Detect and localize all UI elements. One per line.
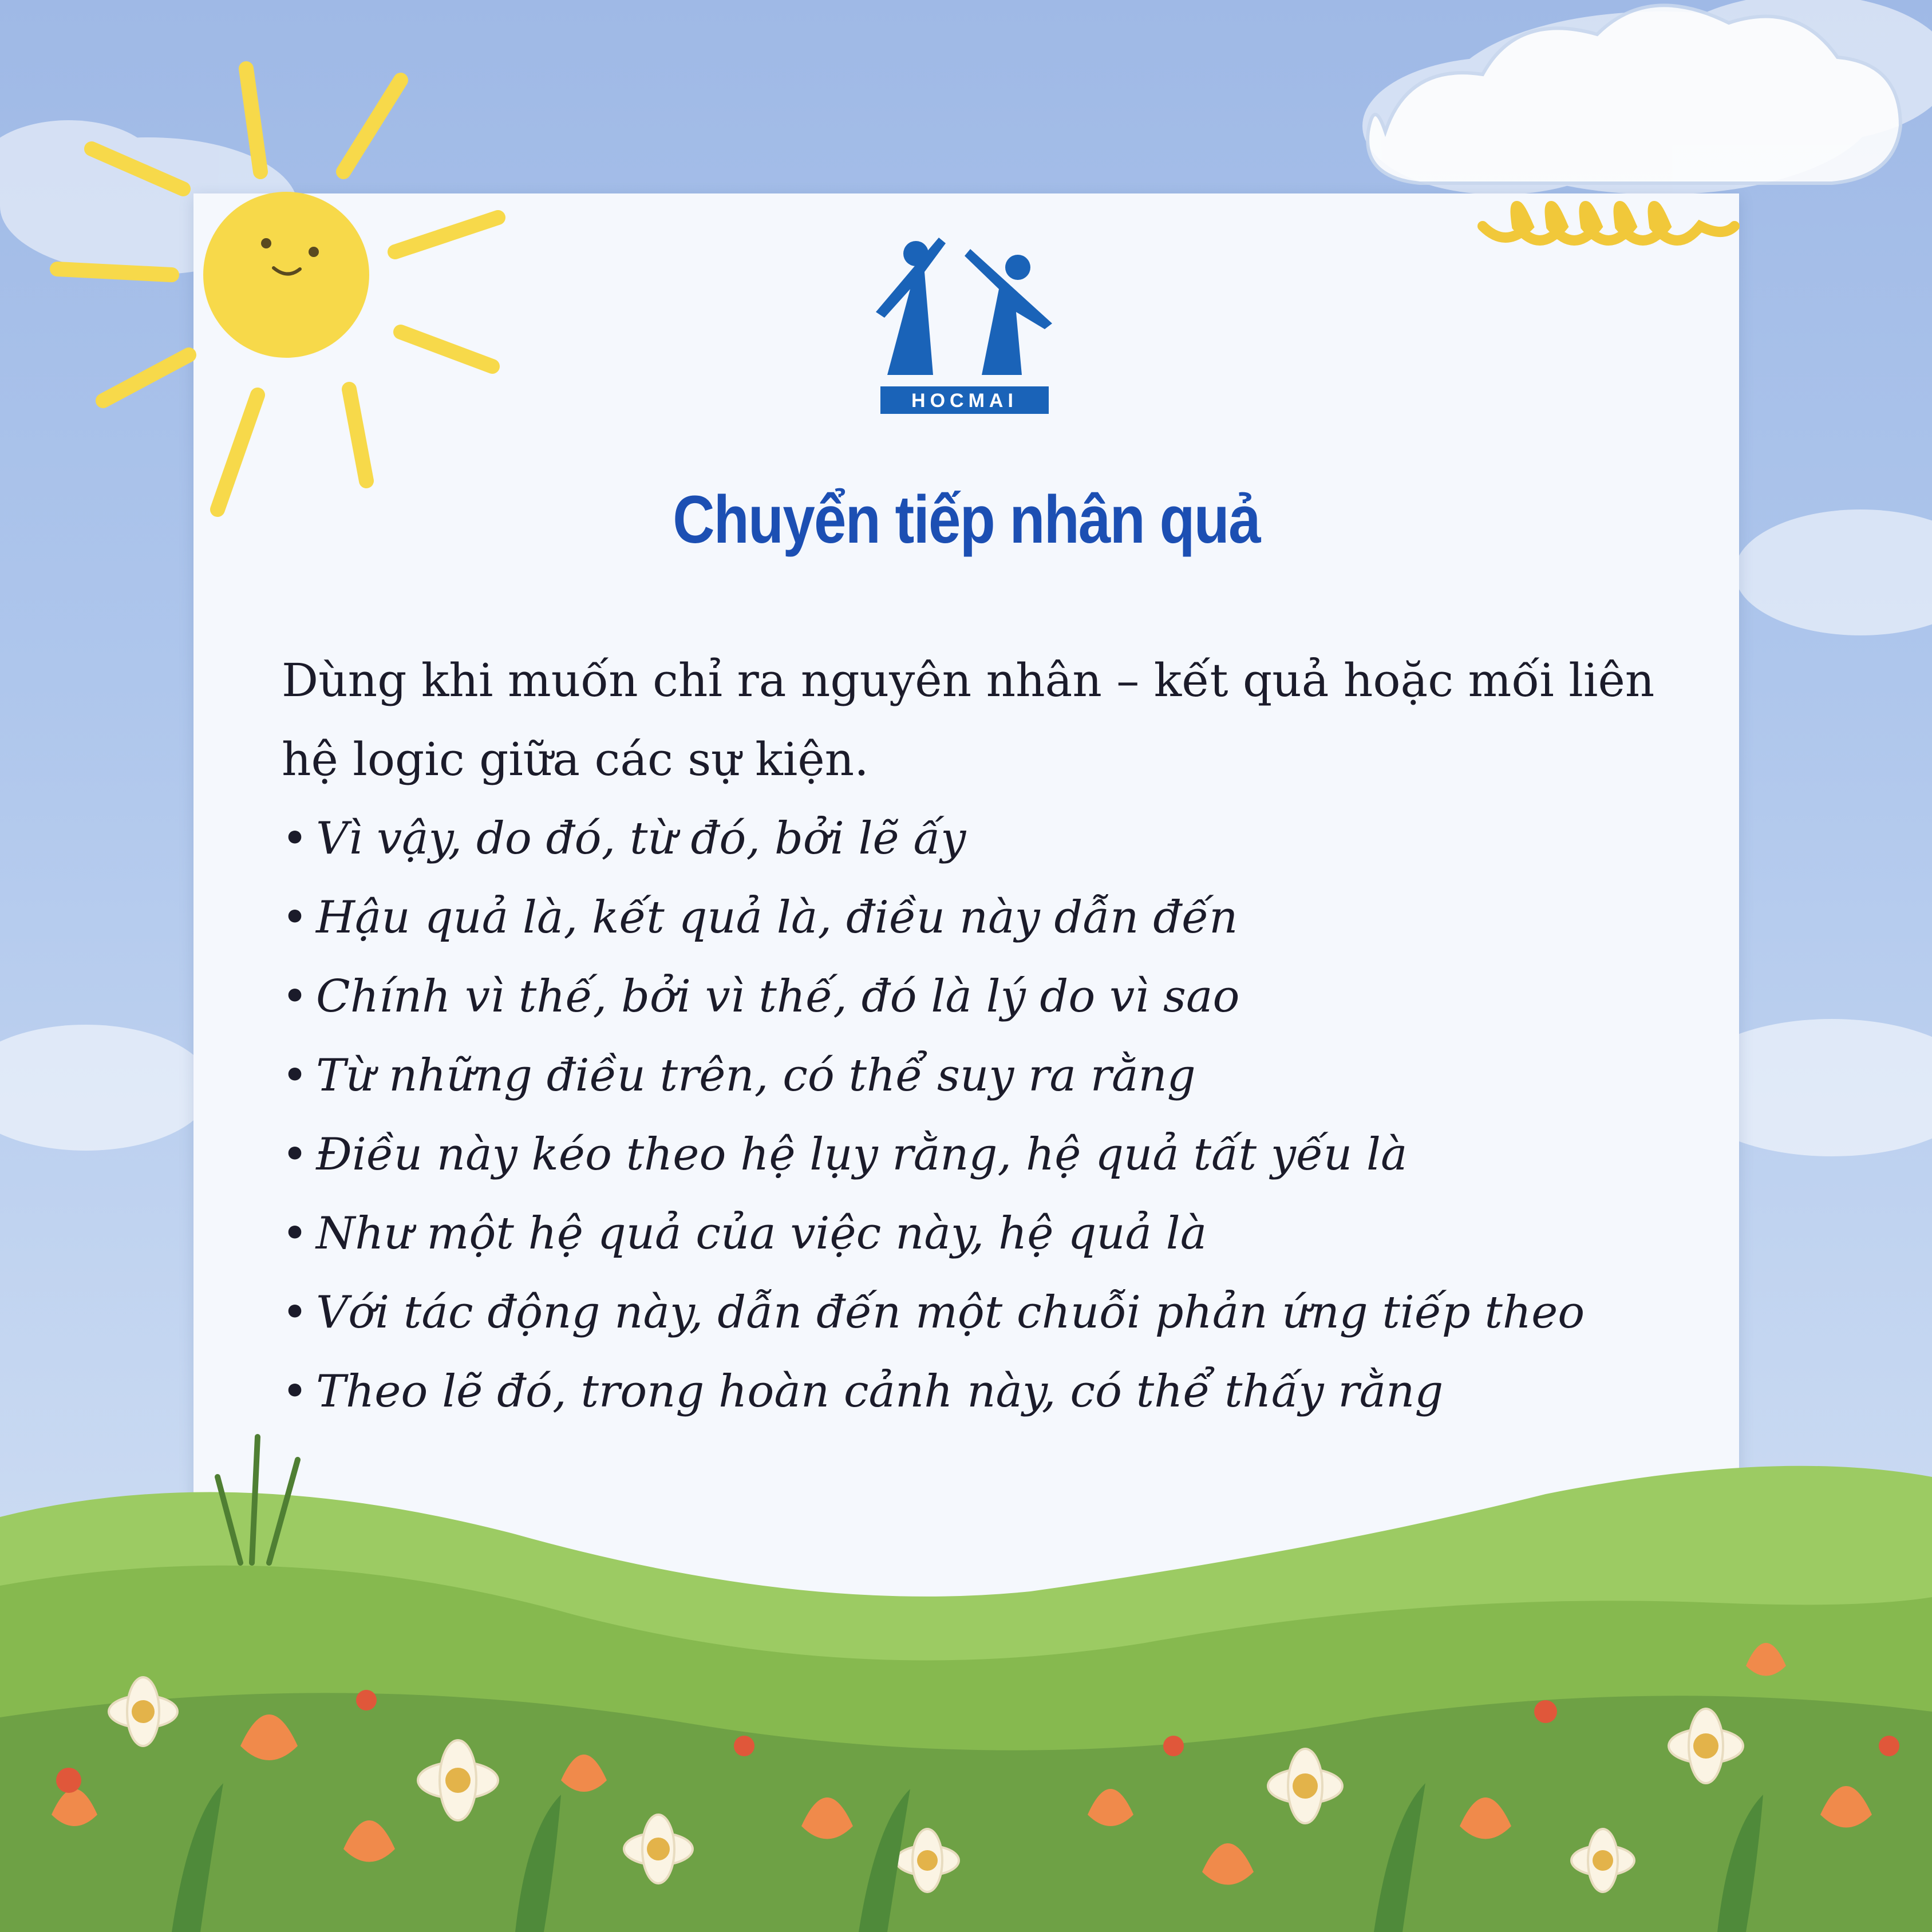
bullet-icon: • [282, 813, 309, 864]
bullet-icon: • [282, 892, 309, 943]
content-body [282, 641, 1667, 1431]
meadow-flowers [0, 1345, 1932, 1932]
list-item [282, 1273, 1667, 1352]
transition-list [282, 799, 1667, 1431]
hocmai-logo [870, 226, 1059, 415]
bullet-icon: • [282, 1366, 309, 1417]
list-item-text: Hậu quả là, kết quả là, điều này dẫn đến [316, 892, 1238, 943]
list-item-text: Chính vì thế, bởi vì thế, đó là lý do vì sao [316, 971, 1240, 1022]
list-item [282, 1115, 1667, 1194]
intro-paragraph: Dùng khi muốn chỉ ra nguyên nhân – kết quả hoặc mối liên hệ logic giữa các sự kiện. [282, 654, 1655, 786]
bullet-icon: • [282, 1287, 309, 1338]
bullet-icon: • [282, 971, 309, 1022]
list-item [282, 1194, 1667, 1273]
list-item-text: Vì vậy, do đó, từ đó, bởi lẽ ấy [316, 813, 966, 864]
list-item-text: Với tác động này, dẫn đến một chuỗi phản ứng tiếp theo [316, 1287, 1585, 1338]
logo-text: HOCMAI [911, 390, 1018, 412]
list-item [282, 799, 1667, 878]
list-item-text: Như một hệ quả của việc này, hệ quả là [316, 1208, 1207, 1259]
bullet-icon: • [282, 1129, 309, 1180]
bullet-icon: • [282, 1208, 309, 1259]
page-title: Chuyển tiếp nhân quả [673, 482, 1260, 558]
list-item [282, 1036, 1667, 1115]
list-item-text: Theo lẽ đó, trong hoàn cảnh này, có thể thấy rằng [316, 1366, 1444, 1417]
list-item [282, 878, 1667, 957]
list-item-text: Điều này kéo theo hệ lụy rằng, hệ quả tất yếu là [316, 1129, 1408, 1180]
list-item [282, 957, 1667, 1036]
list-item-text: Từ những điều trên, có thể suy ra rằng [316, 1050, 1196, 1101]
bullet-icon: • [282, 1050, 309, 1101]
